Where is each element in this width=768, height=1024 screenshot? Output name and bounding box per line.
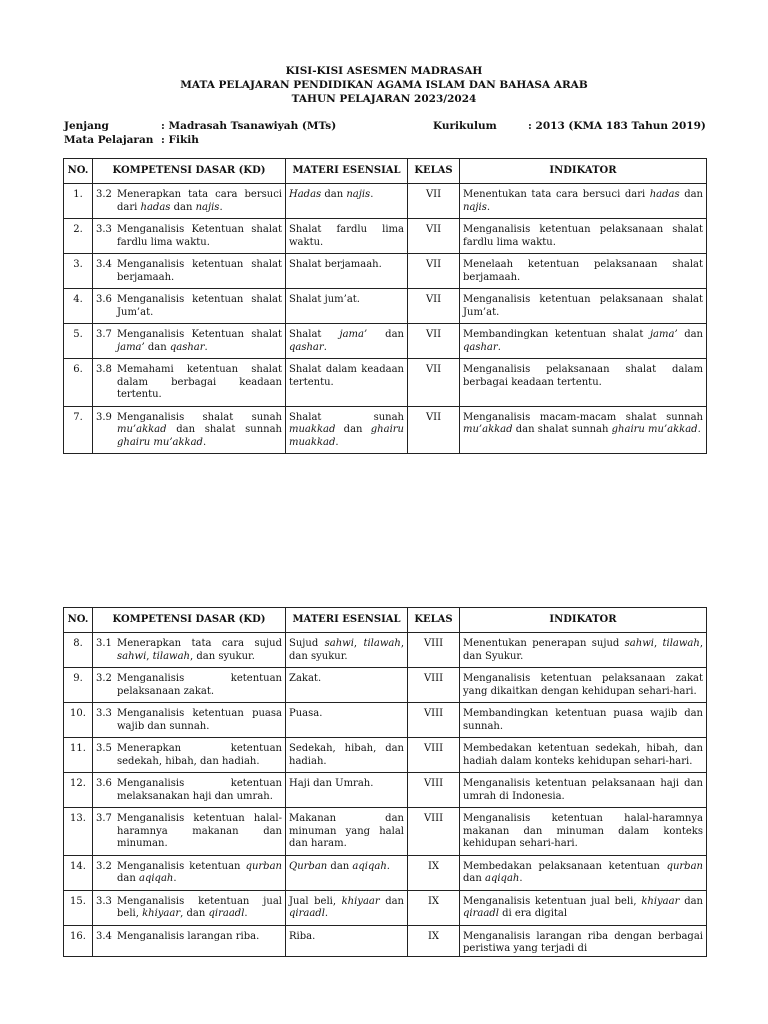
kd-code: 3.2: [96, 189, 112, 200]
col-header-materi: MATERI ESENSIAL: [286, 608, 408, 633]
table-row: [64, 855, 707, 890]
kd-code: 3.1: [96, 638, 112, 649]
col-header-materi: MATERI ESENSIAL: [286, 159, 408, 184]
indikator-cell: Menganalisis ketentuan pelaksanaan zakat yang dikaitkan dengan kehidupan sehari-hari.: [460, 668, 707, 703]
row-number: 8.: [64, 633, 93, 668]
materi-esensial-cell: Qurban dan aqiqah.: [286, 855, 408, 890]
kelas-cell: VIII: [408, 668, 460, 703]
col-header-indikator: INDIKATOR: [460, 159, 707, 184]
materi-esensial-cell: Shalat jum’at.: [286, 289, 408, 324]
row-number: 6.: [64, 359, 93, 407]
materi-esensial-cell: Shalat jama’ dan qashar.: [286, 324, 408, 359]
kompetensi-dasar-cell: [93, 254, 286, 289]
row-number: 13.: [64, 808, 93, 856]
kd-text: Menganalisis larangan riba.: [117, 930, 260, 942]
kompetensi-dasar-cell: [93, 633, 286, 668]
table-2-body: [64, 633, 707, 957]
materi-esensial-cell: Riba.: [286, 925, 408, 956]
materi-esensial-cell: Puasa.: [286, 703, 408, 738]
table-row: [64, 359, 707, 407]
kompetensi-dasar-cell: [93, 219, 286, 254]
kd-text: Menganalisis ketentuan qurban dan aqiqah.: [117, 860, 282, 884]
kelas-cell: IX: [408, 855, 460, 890]
col-header-kd: KOMPETENSI DASAR (KD): [93, 608, 286, 633]
kd-code: 3.2: [96, 860, 112, 872]
kompetensi-dasar-cell: [93, 855, 286, 890]
kd-code: 3.7: [96, 329, 112, 340]
kd-code: 3.8: [96, 364, 112, 375]
kd-code: 3.7: [96, 813, 112, 824]
indikator-cell: Menentukan penerapan sujud sahwi, tilawah, dan Syukur.: [460, 633, 707, 668]
mapel-value: : Fikih: [161, 134, 199, 146]
kompetensi-dasar-cell: [93, 289, 286, 324]
kompetensi-dasar-cell: [93, 890, 286, 925]
materi-esensial-cell: Shalat sunah muakkad dan ghairu muakkad.: [286, 406, 408, 454]
document-title-block: [0, 64, 768, 106]
indikator-cell: Membedakan ketentuan sedekah, hibah, dan hadiah dalam konteks kehidupan sehari-hari.: [460, 738, 707, 773]
indikator-cell: Menganalisis ketentuan pelaksanaan haji dan umrah di Indonesia.: [460, 773, 707, 808]
indikator-cell: Menganalisis pelaksanaan shalat dalam berbagai keadaan tertentu.: [460, 359, 707, 407]
col-header-kelas: KELAS: [408, 159, 460, 184]
title-line-2: MATA PELAJARAN PENDIDIKAN AGAMA ISLAM DAN BAHASA ARAB: [180, 79, 588, 91]
kd-code: 3.6: [96, 294, 112, 305]
kelas-cell: VII: [408, 289, 460, 324]
materi-esensial-cell: Sedekah, hibah, dan hadiah.: [286, 738, 408, 773]
kelas-cell: VII: [408, 219, 460, 254]
table-header-row: [64, 608, 707, 633]
col-header-no: NO.: [64, 608, 93, 633]
kd-code: 3.6: [96, 778, 112, 789]
kompetensi-dasar-cell: [93, 359, 286, 407]
jenjang-value: : Madrasah Tsanawiyah (MTs): [161, 120, 337, 132]
table-row: [64, 773, 707, 808]
mapel-label: Mata Pelajaran: [64, 134, 154, 146]
kd-code: 3.4: [96, 930, 112, 942]
materi-esensial-cell: Sujud sahwi, tilawah, dan syukur.: [286, 633, 408, 668]
kurikulum-value: : 2013 (KMA 183 Tahun 2019): [528, 120, 706, 132]
jenjang-label: Jenjang: [64, 120, 109, 132]
table-header-row: [64, 159, 707, 184]
indikator-cell: Menganalisis ketentuan pelaksanaan shalat Jum’at.: [460, 289, 707, 324]
table-row: [64, 184, 707, 219]
kurikulum-label: Kurikulum: [433, 120, 497, 132]
kd-code: 3.5: [96, 743, 112, 754]
table-row: [64, 890, 707, 925]
col-header-indikator: INDIKATOR: [460, 608, 707, 633]
kelas-cell: VII: [408, 406, 460, 454]
kd-text: Menganalisis Ketentuan shalat fardlu lima waktu.: [117, 224, 282, 248]
kd-text: Menganalisis ketentuan melaksanakan haji dan umrah.: [117, 778, 282, 802]
indikator-cell: Menganalisis ketentuan halal-haramnya makanan dan minuman dalam konteks kehidupan sehari-hari.: [460, 808, 707, 856]
table-row: [64, 668, 707, 703]
indikator-cell: Menentukan tata cara bersuci dari hadas dan najis.: [460, 184, 707, 219]
kelas-cell: VIII: [408, 808, 460, 856]
kisi-kisi-table-1: [63, 158, 707, 454]
kelas-cell: VII: [408, 359, 460, 407]
indikator-cell: Membandingkan ketentuan puasa wajib dan sunnah.: [460, 703, 707, 738]
kompetensi-dasar-cell: [93, 738, 286, 773]
kd-text: Menganalisis ketentuan puasa wajib dan sunnah.: [117, 708, 282, 732]
table-row: [64, 925, 707, 956]
kd-code: 3.3: [96, 895, 112, 907]
kd-code: 3.9: [96, 411, 112, 423]
kelas-cell: VII: [408, 254, 460, 289]
table-row: [64, 808, 707, 856]
kd-text: Memahami ketentuan shalat dalam berbagai keadaan tertentu.: [117, 364, 282, 400]
kelas-cell: VII: [408, 184, 460, 219]
kelas-cell: VII: [408, 324, 460, 359]
kd-text: Menerapkan ketentuan sedekah, hibah, dan hadiah.: [117, 743, 282, 767]
table-row: [64, 289, 707, 324]
row-number: 11.: [64, 738, 93, 773]
kd-text: Menganalisis ketentuan jual beli, khiyaar, dan qiraadl.: [117, 895, 282, 919]
table-row: [64, 738, 707, 773]
row-number: 3.: [64, 254, 93, 289]
table-row: [64, 633, 707, 668]
kelas-cell: IX: [408, 890, 460, 925]
document-meta: [64, 119, 714, 147]
kd-text: Menganalisis ketentuan shalat Jum’at.: [117, 294, 282, 318]
indikator-cell: Menganalisis ketentuan pelaksanaan shalat fardlu lima waktu.: [460, 219, 707, 254]
indikator-cell: Menganalisis larangan riba dengan berbagai peristiwa yang terjadi di: [460, 925, 707, 956]
kd-code: 3.4: [96, 259, 112, 270]
row-number: 16.: [64, 925, 93, 956]
kd-text: Menerapkan tata cara sujud sahwi, tilawah, dan syukur.: [117, 638, 282, 662]
title-line-3: TAHUN PELAJARAN 2023/2024: [291, 93, 477, 105]
materi-esensial-cell: Shalat fardlu lima waktu.: [286, 219, 408, 254]
row-number: 5.: [64, 324, 93, 359]
kd-text: Menganalisis ketentuan shalat berjamaah.: [117, 259, 282, 283]
col-header-kd: KOMPETENSI DASAR (KD): [93, 159, 286, 184]
kd-text: Menganalisis ketentuan halal-haramnya makanan dan minuman.: [117, 813, 282, 849]
row-number: 2.: [64, 219, 93, 254]
materi-esensial-cell: Zakat.: [286, 668, 408, 703]
kd-code: 3.3: [96, 708, 112, 719]
row-number: 15.: [64, 890, 93, 925]
kd-code: 3.3: [96, 224, 112, 235]
indikator-cell: Menganalisis ketentuan jual beli, khiyaar dan qiraadl di era digital: [460, 890, 707, 925]
row-number: 7.: [64, 406, 93, 454]
kisi-kisi-table-2: [63, 607, 707, 957]
row-number: 14.: [64, 855, 93, 890]
kd-text: Menganalisis shalat sunah mu’akkad dan shalat sunnah ghairu mu’akkad.: [117, 411, 282, 448]
table-row: [64, 254, 707, 289]
col-header-kelas: KELAS: [408, 608, 460, 633]
col-header-no: NO.: [64, 159, 93, 184]
materi-esensial-cell: Jual beli, khiyaar dan qiraadl.: [286, 890, 408, 925]
kelas-cell: VIII: [408, 633, 460, 668]
kompetensi-dasar-cell: [93, 406, 286, 454]
kelas-cell: VIII: [408, 703, 460, 738]
title-line-1: KISI-KISI ASESMEN MADRASAH: [285, 65, 483, 77]
row-number: 4.: [64, 289, 93, 324]
kelas-cell: VIII: [408, 738, 460, 773]
materi-esensial-cell: Makanan dan minuman yang halal dan haram.: [286, 808, 408, 856]
row-number: 9.: [64, 668, 93, 703]
kelas-cell: VIII: [408, 773, 460, 808]
kd-code: 3.2: [96, 673, 112, 684]
kd-text: Menganalisis Ketentuan shalat jama’ dan qashar.: [117, 329, 282, 353]
materi-esensial-cell: Haji dan Umrah.: [286, 773, 408, 808]
table-row: [64, 219, 707, 254]
table-row: [64, 324, 707, 359]
row-number: 12.: [64, 773, 93, 808]
kd-text: Menerapkan tata cara bersuci dari hadas dan najis.: [117, 189, 282, 213]
indikator-cell: Menganalisis macam-macam shalat sunnah mu’akkad dan shalat sunnah ghairu mu’akkad.: [460, 406, 707, 454]
kelas-cell: IX: [408, 925, 460, 956]
indikator-cell: Menelaah ketentuan pelaksanaan shalat berjamaah.: [460, 254, 707, 289]
indikator-cell: Membedakan pelaksanaan ketentuan qurban dan aqiqah.: [460, 855, 707, 890]
kompetensi-dasar-cell: [93, 703, 286, 738]
row-number: 1.: [64, 184, 93, 219]
indikator-cell: Membandingkan ketentuan shalat jama’ dan qashar.: [460, 324, 707, 359]
kompetensi-dasar-cell: [93, 668, 286, 703]
table-row: [64, 406, 707, 454]
row-number: 10.: [64, 703, 93, 738]
kompetensi-dasar-cell: [93, 324, 286, 359]
materi-esensial-cell: Shalat berjamaah.: [286, 254, 408, 289]
materi-esensial-cell: Shalat dalam keadaan tertentu.: [286, 359, 408, 407]
table-row: [64, 703, 707, 738]
kompetensi-dasar-cell: [93, 808, 286, 856]
kd-text: Menganalisis ketentuan pelaksanaan zakat.: [117, 673, 282, 697]
kompetensi-dasar-cell: [93, 925, 286, 956]
materi-esensial-cell: Hadas dan najis.: [286, 184, 408, 219]
kompetensi-dasar-cell: [93, 773, 286, 808]
table-1-body: [64, 184, 707, 454]
kompetensi-dasar-cell: [93, 184, 286, 219]
